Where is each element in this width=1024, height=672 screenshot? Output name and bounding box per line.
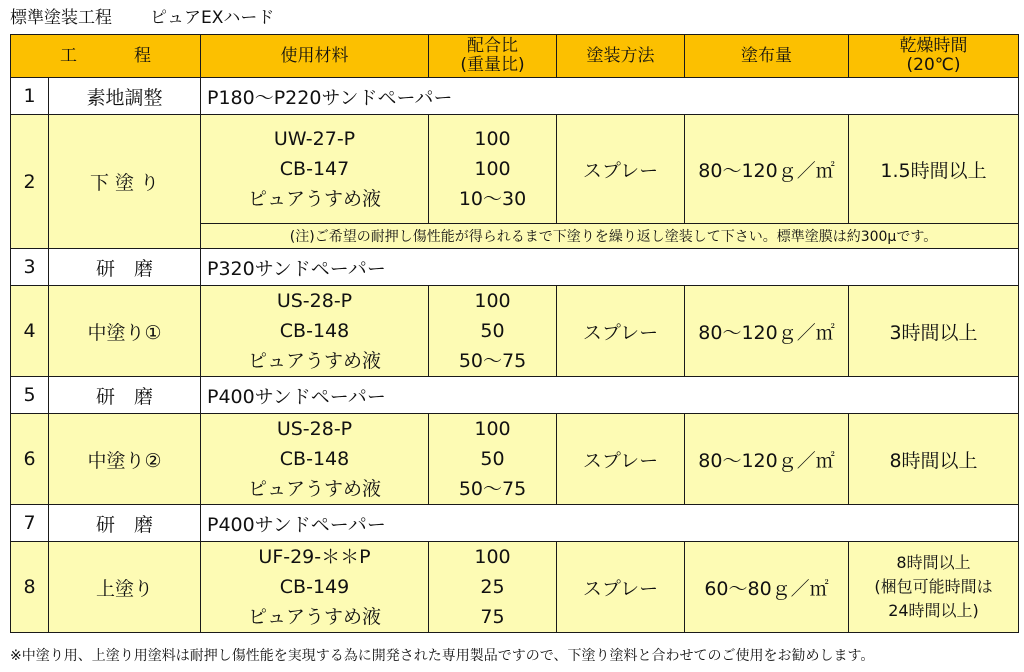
step-number: 7 — [11, 505, 49, 542]
step-materials — [201, 115, 429, 224]
table-row — [11, 249, 1019, 286]
material-line: CB-147 — [279, 158, 350, 180]
header-row — [11, 35, 1019, 78]
step-coverage: 80～120ｇ／㎡ — [685, 115, 849, 224]
step-number: 8 — [11, 542, 49, 633]
step-process: 上塗り — [49, 542, 201, 633]
material-line: ピュアうすめ液 — [247, 606, 381, 628]
header-ratio-line2: (重量比) — [460, 55, 525, 75]
process-table — [10, 34, 1019, 633]
ratio-line: 100 — [474, 128, 511, 150]
note-text: (注)ご希望の耐押し傷性能が得られるまで下塗りを繰り返し塗装して下さい。標準塗膜は約300μです。 — [201, 224, 1019, 249]
table-row — [11, 78, 1019, 115]
header-method: 塗装方法 — [557, 35, 685, 78]
material-line: CB-149 — [279, 576, 350, 598]
step-method: スプレー — [557, 115, 685, 224]
material-line: US-28-P — [276, 290, 353, 312]
ratio-line: 50～75 — [458, 478, 527, 500]
footer-note: ※中塗り用、上塗り用塗料は耐押し傷性能を実現する為に開発された専用製品ですので、下塗り塗料と合わせてのご使用をお勧めします。 — [10, 648, 875, 664]
drying-line: 8時間以上 — [896, 553, 971, 572]
ratio-line: 50 — [480, 448, 505, 470]
ratio-line: 100 — [474, 546, 511, 568]
material-line: CB-148 — [279, 320, 350, 342]
step-number: 3 — [11, 249, 49, 286]
material-line: ピュアうすめ液 — [247, 350, 381, 372]
ratio-line: 10～30 — [458, 188, 527, 210]
step-number: 5 — [11, 377, 49, 414]
table-row — [11, 286, 1019, 377]
table-row — [11, 414, 1019, 505]
step-material: P180～P220サンドペーパー — [201, 78, 1019, 115]
step-drying — [849, 542, 1019, 633]
step-method: スプレー — [557, 414, 685, 505]
step-process: 下 塗 り — [49, 115, 201, 249]
ratio-line: 100 — [474, 158, 511, 180]
page-title — [10, 6, 274, 30]
step-materials — [201, 414, 429, 505]
step-process: 中塗り② — [49, 414, 201, 505]
step-ratios — [429, 414, 557, 505]
table-row — [11, 542, 1019, 633]
step-process: 研 磨 — [49, 505, 201, 542]
step-method: スプレー — [557, 286, 685, 377]
step-coverage: 80～120ｇ／㎡ — [685, 414, 849, 505]
step-process: 研 磨 — [49, 249, 201, 286]
step-material: P400サンドペーパー — [201, 505, 1019, 542]
material-line: ピュアうすめ液 — [247, 188, 381, 210]
step-process: 素地調整 — [49, 78, 201, 115]
step-coverage: 80～120ｇ／㎡ — [685, 286, 849, 377]
material-line: ピュアうすめ液 — [247, 478, 381, 500]
step-materials — [201, 542, 429, 633]
material-line: UF-29-＊＊P — [258, 546, 371, 568]
drying-line: (梱包可能時間は — [874, 577, 993, 596]
step-material: P400サンドペーパー — [201, 377, 1019, 414]
step-ratios — [429, 286, 557, 377]
material-line: UW-27-P — [273, 128, 356, 150]
header-process: 工 程 — [11, 35, 201, 78]
step-method: スプレー — [557, 542, 685, 633]
header-drying-line2: (20℃) — [906, 55, 961, 75]
material-line: US-28-P — [276, 418, 353, 440]
header-ratio-line1: 配合比 — [467, 36, 518, 56]
step-drying: 3時間以上 — [849, 286, 1019, 377]
step-process: 中塗り① — [49, 286, 201, 377]
step-ratios — [429, 115, 557, 224]
step-material: P320サンドペーパー — [201, 249, 1019, 286]
ratio-line: 50 — [480, 320, 505, 342]
ratio-line: 75 — [480, 606, 505, 628]
ratio-line: 50～75 — [458, 350, 527, 372]
step-materials — [201, 286, 429, 377]
step-ratios — [429, 542, 557, 633]
header-coverage: 塗布量 — [685, 35, 849, 78]
ratio-line: 25 — [480, 576, 505, 598]
step-number: 4 — [11, 286, 49, 377]
header-ratio — [429, 35, 557, 78]
title-product: ピュアEXハード — [150, 8, 275, 28]
step-drying: 8時間以上 — [849, 414, 1019, 505]
step-number: 2 — [11, 115, 49, 249]
ratio-line: 100 — [474, 290, 511, 312]
title-main: 標準塗装工程 — [10, 8, 112, 28]
material-line: CB-148 — [279, 448, 350, 470]
step-number: 6 — [11, 414, 49, 505]
drying-line: 24時間以上) — [888, 601, 979, 620]
step-drying: 1.5時間以上 — [849, 115, 1019, 224]
ratio-line: 100 — [474, 418, 511, 440]
table-row — [11, 505, 1019, 542]
table-row — [11, 377, 1019, 414]
header-drying — [849, 35, 1019, 78]
step-number: 1 — [11, 78, 49, 115]
table-row — [11, 115, 1019, 224]
step-coverage: 60～80ｇ／㎡ — [685, 542, 849, 633]
header-materials: 使用材料 — [201, 35, 429, 78]
step-process: 研 磨 — [49, 377, 201, 414]
header-drying-line1: 乾燥時間 — [899, 36, 968, 56]
